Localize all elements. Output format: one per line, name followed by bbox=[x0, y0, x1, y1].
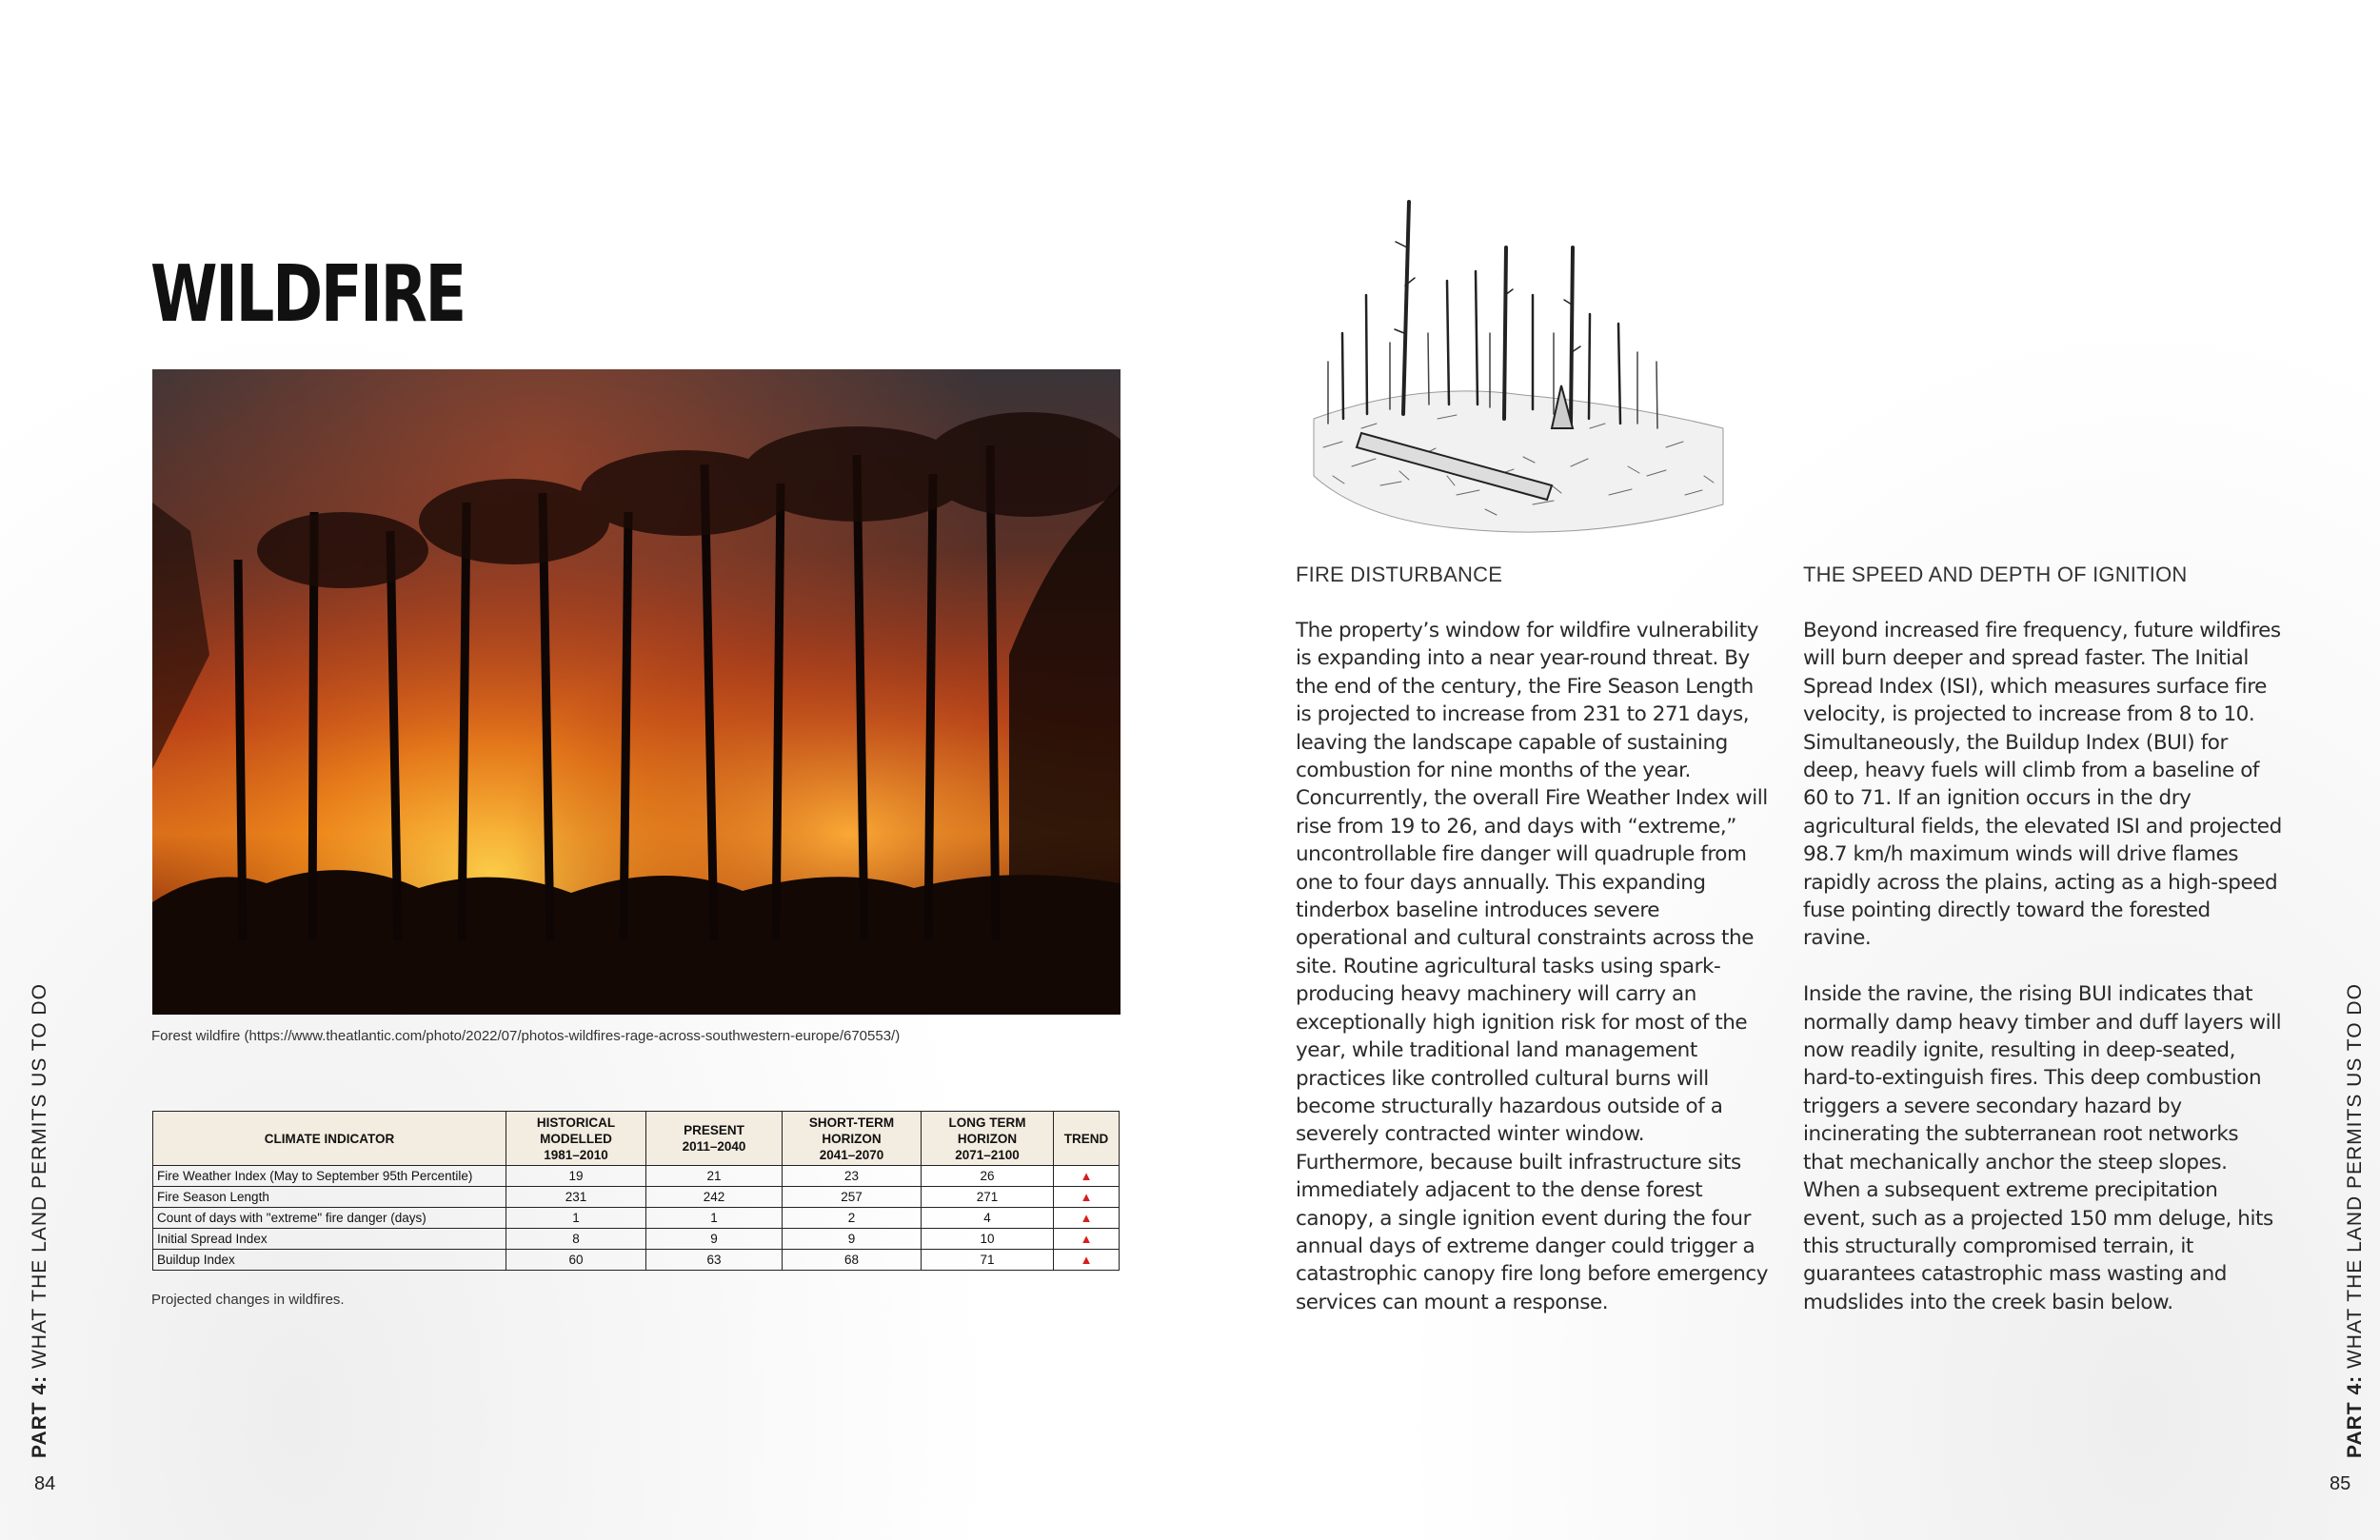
table-row: Fire Weather Index (May to September 95th Percentile) 19 21 23 26 ▲ bbox=[153, 1166, 1120, 1187]
table-row: Initial Spread Index 8 9 9 10 ▲ bbox=[153, 1229, 1120, 1250]
climate-indicator-table bbox=[152, 1111, 1120, 1271]
photo-caption: Forest wildfire (https://www.theatlantic.com/photo/2022/07/photos-wildfires-rage-across-southwestern-europe/670553/) bbox=[151, 1028, 901, 1044]
ignition-heading: THE SPEED AND DEPTH OF IGNITION bbox=[1803, 563, 2188, 586]
forest-wildfire-photo bbox=[152, 369, 1121, 1015]
page-number-right: 85 bbox=[2330, 1473, 2351, 1494]
header-historical: HISTORICAL MODELLED 1981–2010 bbox=[506, 1112, 646, 1166]
table-caption: Projected changes in wildfires. bbox=[151, 1292, 345, 1308]
trend-up-icon: ▲ bbox=[1054, 1187, 1120, 1208]
header-long-term: LONG TERM HORIZON 2071–2100 bbox=[922, 1112, 1054, 1166]
header-short-term: SHORT-TERM HORIZON 2041–2070 bbox=[783, 1112, 922, 1166]
fire-disturbance-heading: FIRE DISTURBANCE bbox=[1296, 563, 1503, 586]
trend-up-icon: ▲ bbox=[1054, 1208, 1120, 1229]
table-row: Count of days with "extreme" fire danger (days) 1 1 2 4 ▲ bbox=[153, 1208, 1120, 1229]
page-title: WILDFIRE bbox=[150, 249, 465, 340]
table-row: Fire Season Length 231 242 257 271 ▲ bbox=[153, 1187, 1120, 1208]
section-label-left: PART 4: WHAT THE LAND PERMITS US TO DO bbox=[29, 983, 50, 1458]
page-number-left: 84 bbox=[34, 1473, 56, 1494]
fire-disturbance-text: The property’s window for wildfire vulnerability is expanding into a near year-round threat. By the end of the century, the Fire Season Length is projected to increase from 231 to 271 days, leaving the landscape capable of sustaining combustion for nine months of the year. Concurrently, the overall Fire Weather Index will rise from 19 to 26, and days with “extreme,” uncontrollable fire danger will quadruple from one to four days annually. This expanding tinderbox baseline introduces severe operational and cultural constraints across the site. Routine agricultural tasks using spark-producing heavy machinery will carry an exceptionally high ignition risk for most of the year, while traditional land management practices like controlled cultural burns will become structurally hazardous outside of a severely contracted winter window. Furthermore, because built infrastructure sits immediately adjacent to the dense forest canopy, a single ignition event during the four annual days of extreme danger could trigger a catastrophic canopy fire long before emergency services can mount a response. bbox=[1296, 619, 1769, 1314]
table-header-row bbox=[153, 1112, 1120, 1166]
header-present: PRESENT 2011–2040 bbox=[646, 1112, 783, 1166]
header-indicator: CLIMATE INDICATOR bbox=[153, 1112, 506, 1166]
burned-forest-sketch bbox=[1304, 190, 1733, 543]
section-label-right: PART 4: WHAT THE LAND PERMITS US TO DO bbox=[2344, 983, 2366, 1458]
trend-up-icon: ▲ bbox=[1054, 1166, 1120, 1187]
header-trend: TREND bbox=[1054, 1112, 1120, 1166]
trend-up-icon: ▲ bbox=[1054, 1250, 1120, 1271]
trend-up-icon: ▲ bbox=[1054, 1229, 1120, 1250]
ignition-text: Beyond increased fire frequency, future wildfires will burn deeper and spread faster. The Initial Spread Index (ISI), which measures surface fire velocity, is projected to increase from 8 to 10. Simultaneously, the Buildup Index (BUI) for deep, heavy fuels will climb from a baseline of 60 to 71. If an ignition occurs in the dry agricultural fields, the elevated ISI and projected 98.7 km/h maximum winds will drive flames rapidly across the plains, acting as a high-speed fuse pointing directly toward the forested ravine. Inside the ravine, the rising BUI indicates that normally damp heavy timber and duff layers will now readily ignite, resulting in deep-seated, hard-to-extinguish fires. This deep combustion triggers a severe secondary hazard by incinerating the subterranean root networks that mechanically anchor the steep slopes. When a subsequent extreme precipitation event, such as a projected 150 mm deluge, hits this structurally compromised terrain, it guarantees catastrophic mass wasting and mudslides into the creek basin below. bbox=[1803, 619, 2282, 1314]
table-row: Buildup Index 60 63 68 71 ▲ bbox=[153, 1250, 1120, 1271]
